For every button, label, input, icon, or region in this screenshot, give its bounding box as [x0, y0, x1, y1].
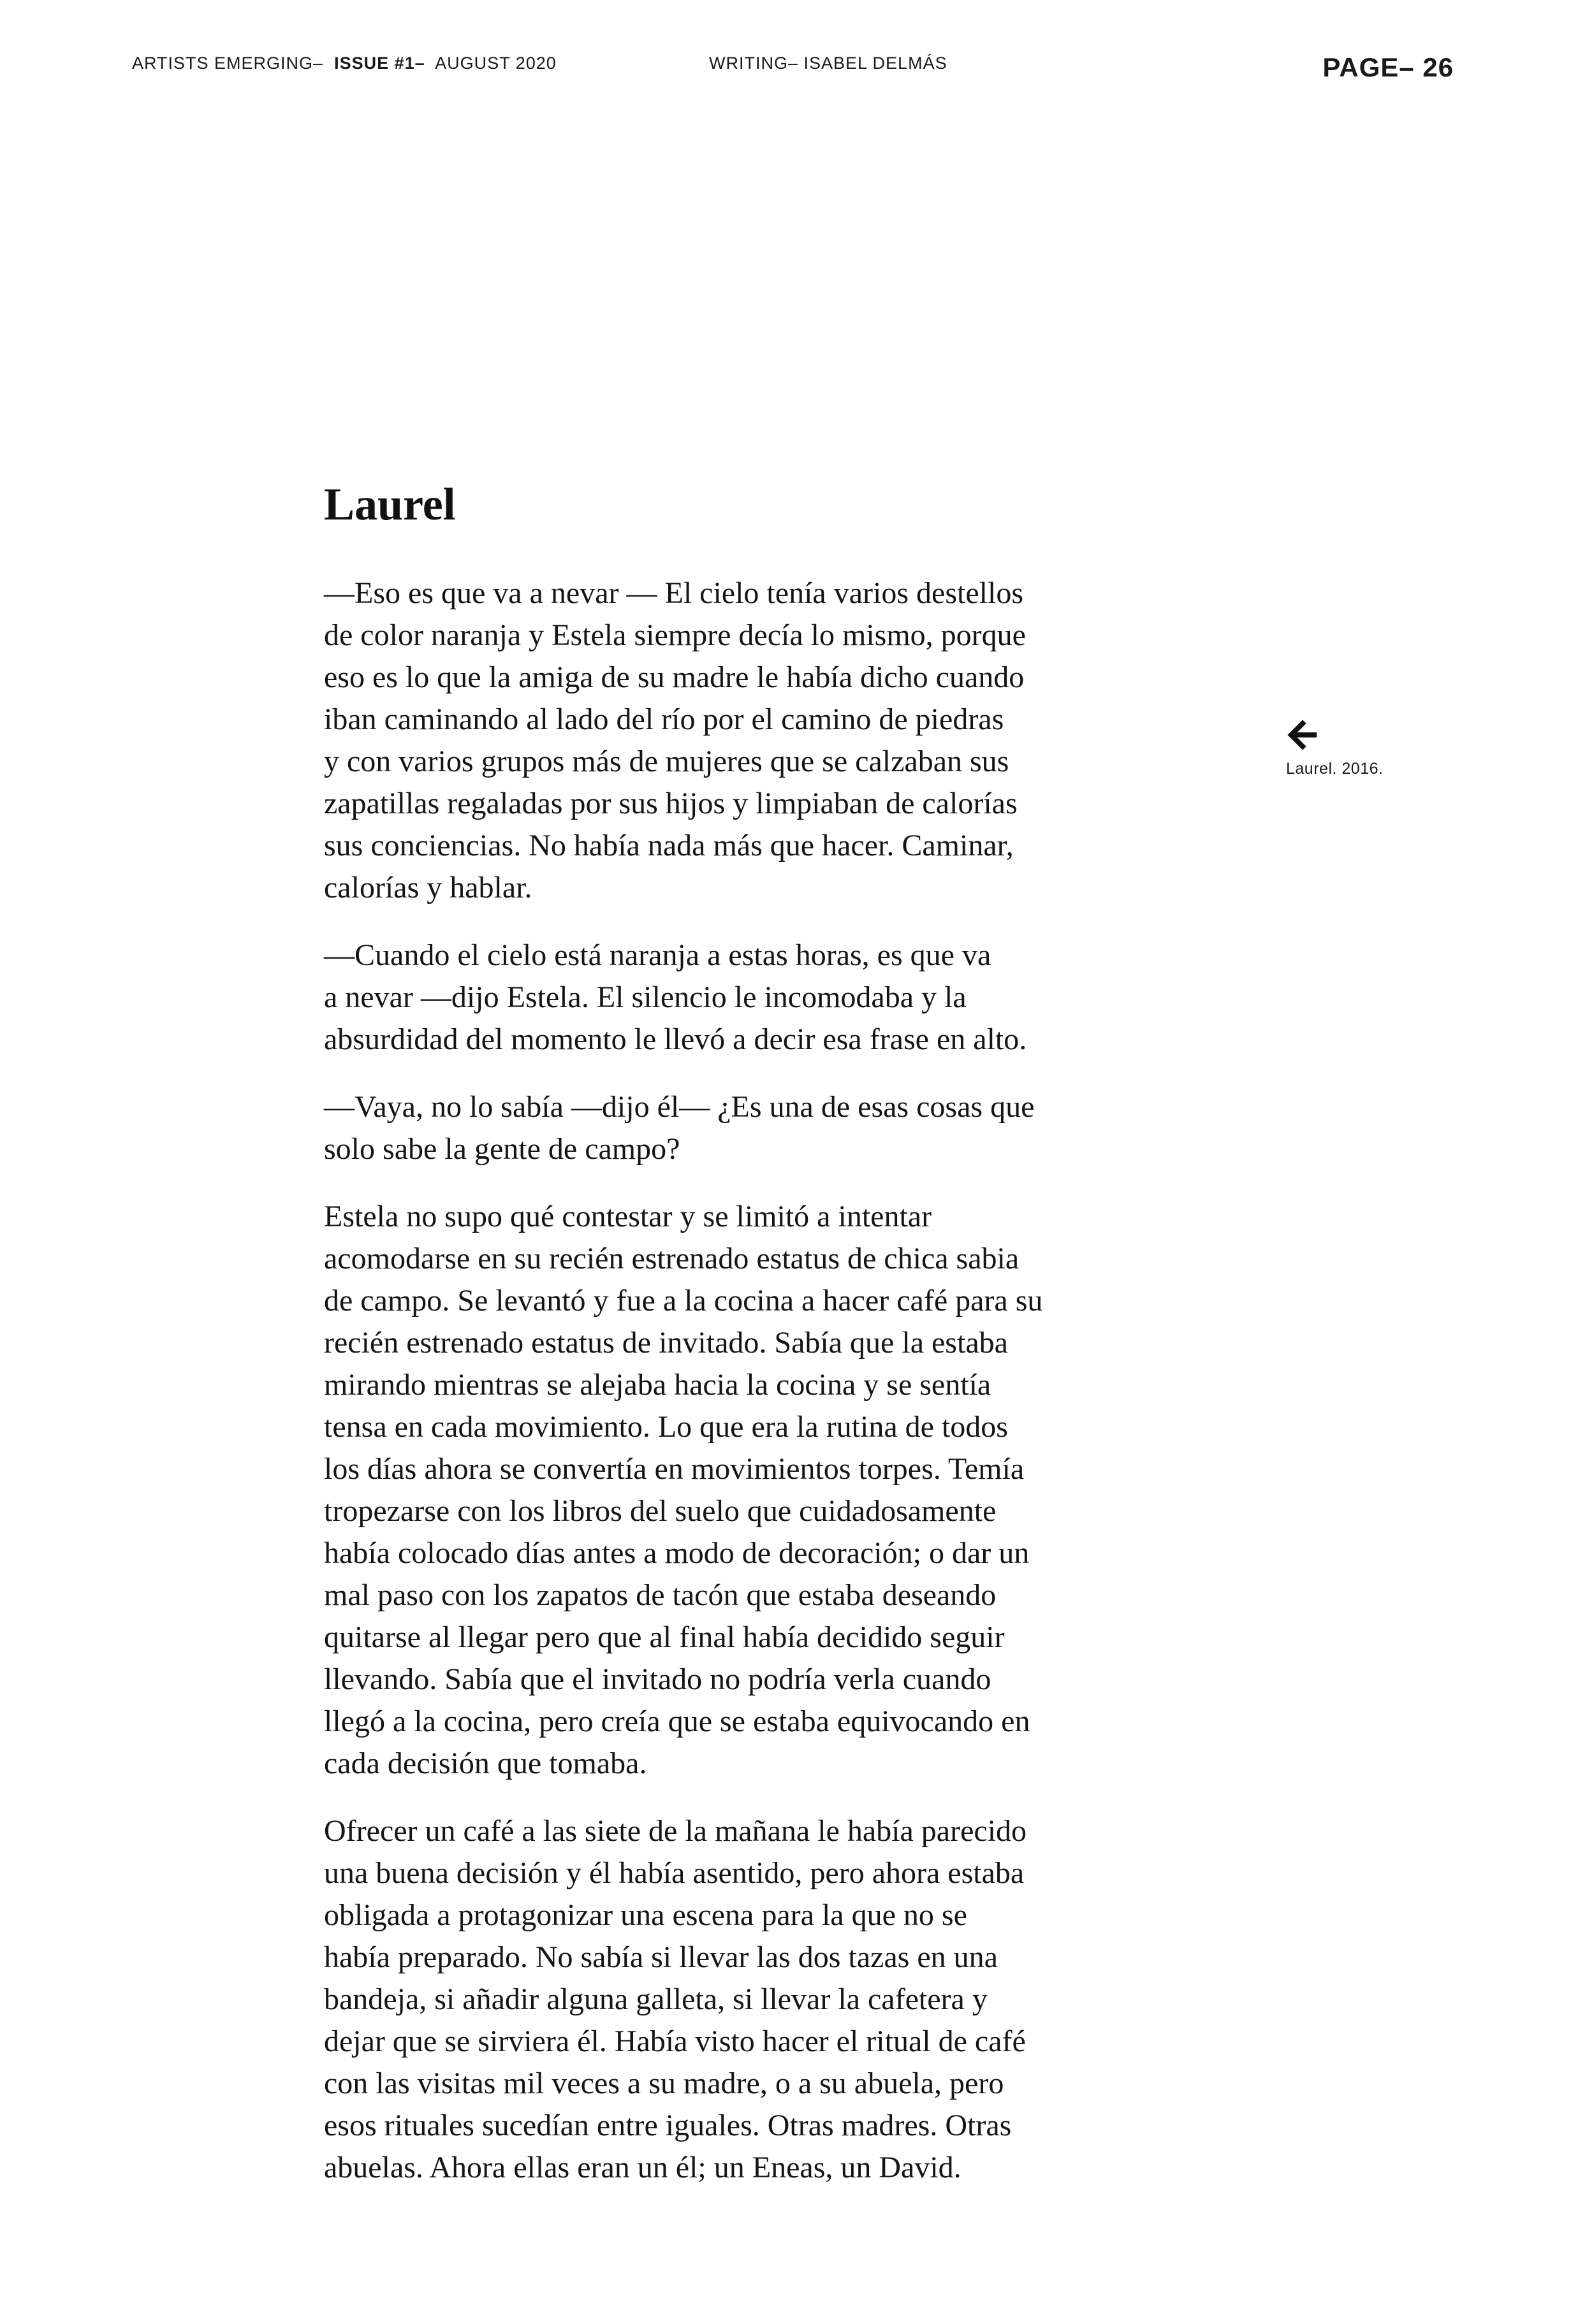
text-line: Estela no supo qué contestar y se limitó a intentar [324, 1200, 932, 1233]
text-line: iban caminando al lado del río por el camino de piedras [324, 702, 1004, 736]
text-line: había preparado. No sabía si llevar las dos tazas en una [324, 1940, 998, 1974]
text-line: obligada a protagonizar una escena para la que no se [324, 1898, 967, 1932]
text-line: Ofrecer un café a las siete de la mañana le había parecido [324, 1814, 1027, 1848]
running-header-left [132, 54, 557, 73]
text-line: cada decisión que tomaba. [324, 1747, 647, 1780]
page-number: PAGE– 26 [1322, 52, 1454, 82]
text-line: con las visitas mil veces a su madre, o a su abuela, pero [324, 2066, 1004, 2100]
story-paragraph [324, 572, 1089, 909]
text-line: —Eso es que va a nevar — El cielo tenía varios destellos [324, 576, 1023, 610]
arrow-left-icon [1286, 720, 1319, 750]
image-caption [1286, 720, 1383, 778]
text-line: calorías y hablar. [324, 871, 532, 904]
text-line: —Vaya, no lo sabía —dijo él— ¿Es una de esas cosas que [324, 1090, 1035, 1124]
text-line: de campo. Se levantó y fue a la cocina a hacer café para su [324, 1284, 1043, 1318]
text-line: tropezarse con los libros del suelo que cuidadosamente [324, 1494, 997, 1528]
text-line: mirando mientras se alejaba hacia la cocina y se sentía [324, 1368, 991, 1402]
text-line: a nevar —dijo Estela. El silencio le incomodaba y la [324, 980, 967, 1014]
issue-date: AUGUST 2020 [435, 54, 557, 73]
issue-number: ISSUE #1– [334, 54, 425, 73]
magazine-name: ARTISTS EMERGING– [132, 54, 324, 73]
story-body [324, 572, 1089, 2214]
story-paragraph [324, 1810, 1089, 2189]
story-title: Laurel [324, 479, 456, 530]
text-line: quitarse al llegar pero que al final había decidido seguir [324, 1620, 1005, 1654]
text-line: eso es lo que la amiga de su madre le había dicho cuando [324, 660, 1025, 694]
section-author: WRITING– ISABEL DELMÁS [709, 54, 947, 73]
text-line: —Cuando el cielo está naranja a estas horas, es que va [324, 938, 991, 972]
text-line: los días ahora se convertía en movimientos torpes. Temía [324, 1452, 1025, 1486]
text-line: llevando. Sabía que el invitado no podría verla cuando [324, 1662, 991, 1696]
text-line: acomodarse en su recién estrenado estatus de chica sabia [324, 1242, 1020, 1275]
story-paragraph [324, 1196, 1089, 1785]
text-line: de color naranja y Estela siempre decía lo mismo, porque [324, 618, 1026, 652]
text-line: esos rituales sucedían entre iguales. Otras madres. Otras [324, 2109, 1012, 2142]
text-line: dejar que se sirviera él. Había visto hacer el ritual de café [324, 2024, 1026, 2058]
text-line: tensa en cada movimiento. Lo que era la rutina de todos [324, 1410, 1008, 1444]
text-line: había colocado días antes a modo de decoración; o dar un [324, 1536, 1030, 1570]
text-line: y con varios grupos más de mujeres que se calzaban sus [324, 744, 1009, 778]
text-line: llegó a la cocina, pero creía que se estaba equivocando en [324, 1704, 1030, 1738]
text-line: abuelas. Ahora ellas eran un él; un Eneas, un David. [324, 2151, 962, 2184]
text-line: una buena decisión y él había asentido, pero ahora estaba [324, 1856, 1025, 1890]
text-line: sus conciencias. No había nada más que hacer. Caminar, [324, 829, 1014, 862]
caption-text: Laurel. 2016. [1286, 760, 1384, 778]
text-line: recién estrenado estatus de invitado. Sabía que la estaba [324, 1326, 1008, 1360]
text-line: zapatillas regaladas por sus hijos y limpiaban de calorías [324, 787, 1018, 820]
story-paragraph [324, 934, 1089, 1061]
text-line: mal paso con los zapatos de tacón que estaba deseando [324, 1578, 997, 1612]
text-line: bandeja, si añadir alguna galleta, si llevar la cafetera y [324, 1982, 988, 2016]
text-line: absurdidad del momento le llevó a decir esa frase en alto. [324, 1022, 1027, 1056]
text-line: solo sabe la gente de campo? [324, 1132, 680, 1166]
story-paragraph [324, 1086, 1089, 1170]
